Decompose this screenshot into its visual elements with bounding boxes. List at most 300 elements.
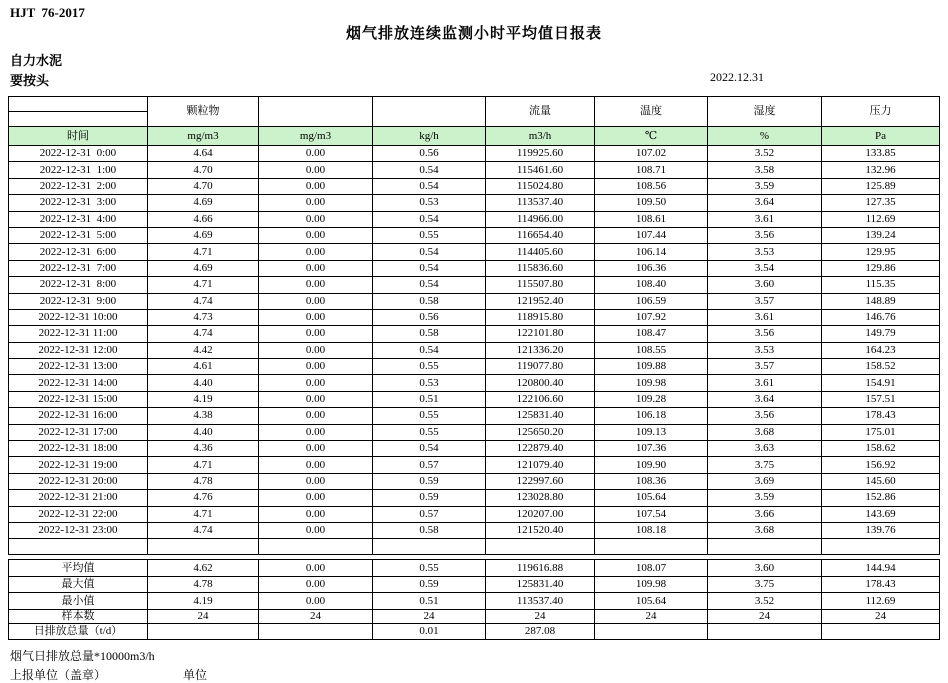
time-cell: 2022-12-31 1:00 — [9, 162, 148, 178]
table-row — [9, 424, 940, 440]
value-cell: 0.00 — [259, 146, 373, 162]
value-cell: 115461.60 — [486, 162, 595, 178]
value-cell: 148.89 — [822, 293, 940, 309]
page-title: 烟气排放连续监测小时平均值日报表 — [345, 26, 602, 42]
group-header-cell: 压力 — [822, 97, 940, 127]
flow-total-note: 烟气日排放总量*10000m3/h — [10, 649, 155, 664]
summary-value-cell: 0.59 — [373, 576, 486, 593]
time-cell: 2022-12-31 10:00 — [9, 309, 148, 325]
value-cell: 4.74 — [148, 326, 259, 342]
value-cell: 0.00 — [259, 359, 373, 375]
table-row — [9, 506, 940, 522]
value-cell: 0.00 — [259, 244, 373, 260]
value-cell: 0.54 — [373, 342, 486, 358]
value-cell: 3.75 — [708, 457, 822, 473]
value-cell: 0.00 — [259, 342, 373, 358]
summary-value-cell: 125831.40 — [486, 576, 595, 593]
value-cell: 3.69 — [708, 473, 822, 489]
table-row — [9, 359, 940, 375]
value-cell: 158.52 — [822, 359, 940, 375]
value-cell: 109.50 — [595, 195, 708, 211]
time-cell: 2022-12-31 8:00 — [9, 277, 148, 293]
value-cell: 3.57 — [708, 293, 822, 309]
table-row — [9, 473, 940, 489]
value-cell: 122101.80 — [486, 326, 595, 342]
blank-cell — [595, 539, 708, 555]
value-cell: 106.36 — [595, 260, 708, 276]
value-cell: 122997.60 — [486, 473, 595, 489]
value-cell: 121520.40 — [486, 522, 595, 538]
value-cell: 112.69 — [822, 211, 940, 227]
summary-value-cell: 3.75 — [708, 576, 822, 593]
time-cell: 2022-12-31 22:00 — [9, 506, 148, 522]
blank-cell — [822, 539, 940, 555]
report-date: 2022.12.31 — [710, 70, 764, 84]
summary-value-cell: 0.00 — [259, 576, 373, 593]
value-cell: 3.68 — [708, 424, 822, 440]
summary-value-cell: 0.55 — [373, 560, 486, 577]
value-cell: 3.66 — [708, 506, 822, 522]
value-cell: 0.00 — [259, 490, 373, 506]
table-row — [9, 293, 940, 309]
value-cell: 3.58 — [708, 162, 822, 178]
blank-cell — [708, 539, 822, 555]
summary-label-cell: 样本数 — [9, 609, 148, 623]
table-row — [9, 457, 940, 473]
value-cell: 3.64 — [708, 391, 822, 407]
value-cell: 139.24 — [822, 227, 940, 243]
value-cell: 109.98 — [595, 375, 708, 391]
value-cell: 119925.60 — [486, 146, 595, 162]
value-cell: 4.71 — [148, 244, 259, 260]
value-cell: 0.56 — [373, 146, 486, 162]
value-cell: 106.18 — [595, 408, 708, 424]
time-cell: 2022-12-31 4:00 — [9, 211, 148, 227]
value-cell: 0.00 — [259, 408, 373, 424]
summary-value-cell: 0.51 — [373, 593, 486, 610]
table-row — [9, 178, 940, 194]
value-cell: 4.19 — [148, 391, 259, 407]
value-cell: 125650.20 — [486, 424, 595, 440]
value-cell: 146.76 — [822, 309, 940, 325]
value-cell: 121952.40 — [486, 293, 595, 309]
summary-value-cell: 178.43 — [822, 576, 940, 593]
value-cell: 109.88 — [595, 359, 708, 375]
summary-value-cell — [595, 623, 708, 640]
value-cell: 107.54 — [595, 506, 708, 522]
value-cell: 0.00 — [259, 227, 373, 243]
value-cell: 3.61 — [708, 211, 822, 227]
value-cell: 149.79 — [822, 326, 940, 342]
value-cell: 0.00 — [259, 457, 373, 473]
value-cell: 3.56 — [708, 408, 822, 424]
value-cell: 0.58 — [373, 522, 486, 538]
value-cell: 157.51 — [822, 391, 940, 407]
value-cell: 108.71 — [595, 162, 708, 178]
value-cell: 0.00 — [259, 277, 373, 293]
value-cell: 116654.40 — [486, 227, 595, 243]
time-cell: 2022-12-31 13:00 — [9, 359, 148, 375]
summary-value-cell: 4.62 — [148, 560, 259, 577]
unit-header-cell: m3/h — [486, 127, 595, 146]
value-cell: 122106.60 — [486, 391, 595, 407]
value-cell: 3.57 — [708, 359, 822, 375]
value-cell: 143.69 — [822, 506, 940, 522]
blank-row — [9, 539, 940, 555]
value-cell: 4.69 — [148, 195, 259, 211]
time-cell: 2022-12-31 16:00 — [9, 408, 148, 424]
time-cell: 2022-12-31 23:00 — [9, 522, 148, 538]
summary-row — [9, 560, 940, 577]
value-cell: 3.53 — [708, 342, 822, 358]
value-cell: 139.76 — [822, 522, 940, 538]
summary-row — [9, 576, 940, 593]
value-cell: 4.36 — [148, 441, 259, 457]
summary-value-cell: 24 — [373, 609, 486, 623]
table-header — [9, 97, 940, 146]
time-cell: 2022-12-31 18:00 — [9, 441, 148, 457]
summary-value-cell: 24 — [822, 609, 940, 623]
summary-value-cell: 24 — [259, 609, 373, 623]
value-cell: 108.18 — [595, 522, 708, 538]
value-cell: 0.00 — [259, 162, 373, 178]
value-cell: 156.92 — [822, 457, 940, 473]
value-cell: 0.00 — [259, 473, 373, 489]
value-cell: 0.59 — [373, 490, 486, 506]
value-cell: 4.38 — [148, 408, 259, 424]
value-cell: 0.58 — [373, 326, 486, 342]
value-cell: 115024.80 — [486, 178, 595, 194]
value-cell: 107.36 — [595, 441, 708, 457]
value-cell: 0.54 — [373, 211, 486, 227]
summary-value-cell — [259, 623, 373, 640]
value-cell: 0.58 — [373, 293, 486, 309]
value-cell: 4.71 — [148, 506, 259, 522]
summary-row — [9, 609, 940, 623]
blank-cell — [259, 539, 373, 555]
summary-value-cell — [148, 623, 259, 640]
value-cell: 108.55 — [595, 342, 708, 358]
value-cell: 0.00 — [259, 506, 373, 522]
table-row — [9, 441, 940, 457]
value-cell: 4.61 — [148, 359, 259, 375]
value-cell: 123028.80 — [486, 490, 595, 506]
blank-cell — [373, 539, 486, 555]
value-cell: 145.60 — [822, 473, 940, 489]
summary-value-cell: 0.01 — [373, 623, 486, 640]
summary-value-cell — [822, 623, 940, 640]
value-cell: 0.55 — [373, 359, 486, 375]
value-cell: 0.59 — [373, 473, 486, 489]
unit-header-cell: mg/m3 — [259, 127, 373, 146]
table-row — [9, 309, 940, 325]
summary-value-cell: 24 — [486, 609, 595, 623]
value-cell: 0.00 — [259, 326, 373, 342]
summary-row — [9, 623, 940, 640]
value-cell: 4.74 — [148, 293, 259, 309]
summary-value-cell: 105.64 — [595, 593, 708, 610]
table-body — [9, 146, 940, 640]
summary-label-cell: 日排放总量（t/d） — [9, 623, 148, 640]
value-cell: 109.90 — [595, 457, 708, 473]
table-row — [9, 391, 940, 407]
value-cell: 106.59 — [595, 293, 708, 309]
report-table — [8, 96, 940, 640]
time-cell: 2022-12-31 15:00 — [9, 391, 148, 407]
summary-value-cell: 113537.40 — [486, 593, 595, 610]
value-cell: 109.28 — [595, 391, 708, 407]
value-cell: 0.00 — [259, 309, 373, 325]
value-cell: 108.40 — [595, 277, 708, 293]
station-name: 要按头 — [10, 73, 50, 88]
value-cell: 107.44 — [595, 227, 708, 243]
station-line — [10, 70, 948, 87]
value-cell: 3.63 — [708, 441, 822, 457]
value-cell: 120800.40 — [486, 375, 595, 391]
value-cell: 105.64 — [595, 490, 708, 506]
summary-value-cell: 0.00 — [259, 560, 373, 577]
blank-cell — [148, 539, 259, 555]
value-cell: 107.92 — [595, 309, 708, 325]
time-cell: 2022-12-31 14:00 — [9, 375, 148, 391]
value-cell: 0.00 — [259, 522, 373, 538]
group-header-cell: 温度 — [595, 97, 708, 127]
value-cell: 4.70 — [148, 162, 259, 178]
value-cell: 3.61 — [708, 309, 822, 325]
value-cell: 4.64 — [148, 146, 259, 162]
value-cell: 125.89 — [822, 178, 940, 194]
value-cell: 4.40 — [148, 375, 259, 391]
value-cell: 164.23 — [822, 342, 940, 358]
time-cell: 2022-12-31 0:00 — [9, 146, 148, 162]
value-cell: 3.54 — [708, 260, 822, 276]
reporting-unit-label: 上报单位（盖章） — [10, 668, 107, 683]
value-cell: 115507.80 — [486, 277, 595, 293]
value-cell: 113537.40 — [486, 195, 595, 211]
time-cell: 2022-12-31 2:00 — [9, 178, 148, 194]
time-cell: 2022-12-31 12:00 — [9, 342, 148, 358]
value-cell: 114966.00 — [486, 211, 595, 227]
summary-value-cell: 112.69 — [822, 593, 940, 610]
value-cell: 4.76 — [148, 490, 259, 506]
value-cell: 3.53 — [708, 244, 822, 260]
company-name: 自力水泥 — [10, 53, 63, 68]
value-cell: 0.00 — [259, 195, 373, 211]
table-row — [9, 342, 940, 358]
unit-header-cell: % — [708, 127, 822, 146]
value-cell: 129.95 — [822, 244, 940, 260]
value-cell: 4.69 — [148, 227, 259, 243]
table-row — [9, 195, 940, 211]
value-cell: 4.71 — [148, 457, 259, 473]
value-cell: 3.56 — [708, 326, 822, 342]
value-cell: 108.47 — [595, 326, 708, 342]
value-cell: 0.54 — [373, 244, 486, 260]
unit-header-cell: mg/m3 — [148, 127, 259, 146]
time-header-split-cell — [9, 97, 148, 127]
value-cell: 0.54 — [373, 277, 486, 293]
value-cell: 4.73 — [148, 309, 259, 325]
summary-value-cell: 287.08 — [486, 623, 595, 640]
footer — [10, 647, 948, 682]
value-cell: 0.53 — [373, 195, 486, 211]
value-cell: 108.56 — [595, 178, 708, 194]
value-cell: 127.35 — [822, 195, 940, 211]
value-cell: 4.40 — [148, 424, 259, 440]
summary-value-cell: 0.00 — [259, 593, 373, 610]
group-header-cell — [259, 97, 373, 127]
value-cell: 0.55 — [373, 424, 486, 440]
value-cell: 3.56 — [708, 227, 822, 243]
value-cell: 129.86 — [822, 260, 940, 276]
summary-value-cell: 4.19 — [148, 593, 259, 610]
summary-value-cell: 24 — [595, 609, 708, 623]
value-cell: 4.69 — [148, 260, 259, 276]
value-cell: 0.57 — [373, 506, 486, 522]
table-row — [9, 408, 940, 424]
value-cell: 108.36 — [595, 473, 708, 489]
unit-label: 单位 — [183, 668, 208, 683]
value-cell: 0.51 — [373, 391, 486, 407]
time-cell: 2022-12-31 6:00 — [9, 244, 148, 260]
table-row — [9, 490, 940, 506]
value-cell: 0.00 — [259, 424, 373, 440]
value-cell: 132.96 — [822, 162, 940, 178]
table-row — [9, 146, 940, 162]
value-cell: 4.74 — [148, 522, 259, 538]
time-cell: 2022-12-31 7:00 — [9, 260, 148, 276]
table-row — [9, 211, 940, 227]
summary-value-cell: 119616.88 — [486, 560, 595, 577]
value-cell: 119077.80 — [486, 359, 595, 375]
summary-value-cell: 4.78 — [148, 576, 259, 593]
summary-value-cell: 108.07 — [595, 560, 708, 577]
group-header-cell: 湿度 — [708, 97, 822, 127]
footer-line — [10, 666, 948, 682]
value-cell: 0.56 — [373, 309, 486, 325]
table-row — [9, 162, 940, 178]
unit-header-cell: kg/h — [373, 127, 486, 146]
blank-cell — [9, 539, 148, 555]
value-cell: 178.43 — [822, 408, 940, 424]
value-cell: 115.35 — [822, 277, 940, 293]
value-cell: 0.00 — [259, 293, 373, 309]
blank-cell — [486, 539, 595, 555]
value-cell: 3.61 — [708, 375, 822, 391]
time-column-header: 时间 — [9, 127, 148, 146]
value-cell: 4.66 — [148, 211, 259, 227]
unit-header-cell: ℃ — [595, 127, 708, 146]
unit-header-row — [9, 127, 940, 146]
value-cell: 120207.00 — [486, 506, 595, 522]
group-header-cell — [373, 97, 486, 127]
value-cell: 0.55 — [373, 408, 486, 424]
summary-value-cell: 24 — [148, 609, 259, 623]
value-cell: 114405.60 — [486, 244, 595, 260]
table-row — [9, 244, 940, 260]
table-row — [9, 522, 940, 538]
table-row — [9, 227, 940, 243]
value-cell: 121079.40 — [486, 457, 595, 473]
table-row — [9, 375, 940, 391]
table-row — [9, 326, 940, 342]
value-cell: 0.00 — [259, 260, 373, 276]
value-cell: 3.64 — [708, 195, 822, 211]
value-cell: 4.42 — [148, 342, 259, 358]
group-header-cell: 颗粒物 — [148, 97, 259, 127]
time-cell: 2022-12-31 19:00 — [9, 457, 148, 473]
value-cell: 109.13 — [595, 424, 708, 440]
summary-label-cell: 最大值 — [9, 576, 148, 593]
time-cell: 2022-12-31 3:00 — [9, 195, 148, 211]
time-cell: 2022-12-31 17:00 — [9, 424, 148, 440]
summary-row — [9, 593, 940, 610]
summary-value-cell: 144.94 — [822, 560, 940, 577]
value-cell: 106.14 — [595, 244, 708, 260]
table-row — [9, 260, 940, 276]
unit-header-cell: Pa — [822, 127, 940, 146]
time-cell: 2022-12-31 20:00 — [9, 473, 148, 489]
value-cell: 0.54 — [373, 178, 486, 194]
time-cell: 2022-12-31 9:00 — [9, 293, 148, 309]
value-cell: 4.71 — [148, 277, 259, 293]
value-cell: 125831.40 — [486, 408, 595, 424]
value-cell: 0.57 — [373, 457, 486, 473]
value-cell: 3.52 — [708, 146, 822, 162]
value-cell: 0.54 — [373, 441, 486, 457]
value-cell: 152.86 — [822, 490, 940, 506]
time-cell: 2022-12-31 5:00 — [9, 227, 148, 243]
value-cell: 0.00 — [259, 211, 373, 227]
value-cell: 122879.40 — [486, 441, 595, 457]
summary-value-cell: 3.60 — [708, 560, 822, 577]
value-cell: 118915.80 — [486, 309, 595, 325]
value-cell: 4.78 — [148, 473, 259, 489]
value-cell: 108.61 — [595, 211, 708, 227]
value-cell: 0.55 — [373, 227, 486, 243]
value-cell: 3.68 — [708, 522, 822, 538]
value-cell: 133.85 — [822, 146, 940, 162]
group-header-row — [9, 97, 940, 127]
value-cell: 107.02 — [595, 146, 708, 162]
summary-value-cell: 24 — [708, 609, 822, 623]
value-cell: 0.00 — [259, 391, 373, 407]
value-cell: 3.59 — [708, 178, 822, 194]
value-cell: 4.70 — [148, 178, 259, 194]
value-cell: 121336.20 — [486, 342, 595, 358]
value-cell: 3.59 — [708, 490, 822, 506]
value-cell: 0.00 — [259, 375, 373, 391]
value-cell: 154.91 — [822, 375, 940, 391]
value-cell: 0.00 — [259, 441, 373, 457]
value-cell: 175.01 — [822, 424, 940, 440]
time-cell: 2022-12-31 11:00 — [9, 326, 148, 342]
value-cell: 158.62 — [822, 441, 940, 457]
summary-value-cell: 109.98 — [595, 576, 708, 593]
summary-value-cell — [708, 623, 822, 640]
value-cell: 0.54 — [373, 162, 486, 178]
value-cell: 3.60 — [708, 277, 822, 293]
summary-value-cell: 3.52 — [708, 593, 822, 610]
table-row — [9, 277, 940, 293]
group-header-cell: 流量 — [486, 97, 595, 127]
value-cell: 0.53 — [373, 375, 486, 391]
summary-label-cell: 最小值 — [9, 593, 148, 610]
value-cell: 0.54 — [373, 260, 486, 276]
value-cell: 115836.60 — [486, 260, 595, 276]
value-cell: 0.00 — [259, 178, 373, 194]
time-cell: 2022-12-31 21:00 — [9, 490, 148, 506]
